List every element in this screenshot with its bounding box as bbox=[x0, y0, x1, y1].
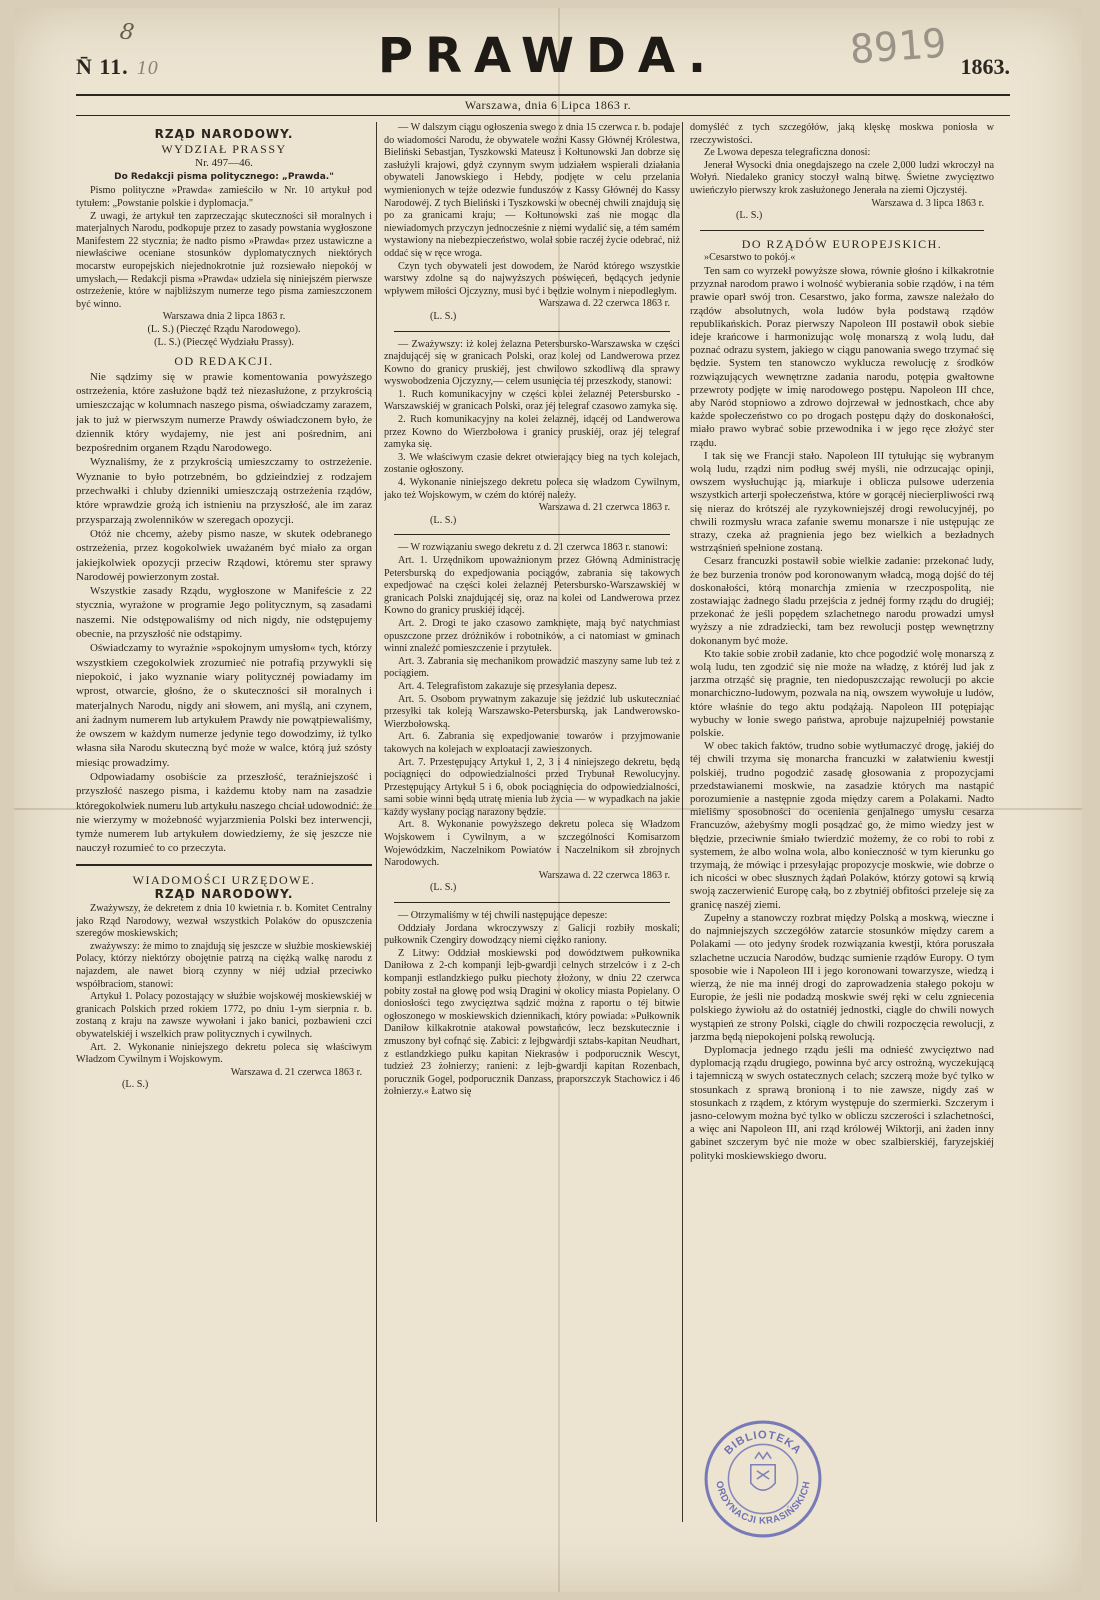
dateline-rule bbox=[76, 115, 1010, 116]
paragraph: — Otrzymaliśmy w téj chwili następujące depesze: bbox=[398, 910, 608, 922]
paragraph: 2. Ruch komunikacyjny na kolei żelaznéj, idącéj od Landwerowa przez Kowno do Wierzbołowa i granicy pruskiéj, oraz jéj telegraf zamyka się. bbox=[384, 414, 680, 451]
paragraph: Oświadczamy to wyraźnie »spokojnym umysłom« tych, którzy wszystkiem czegokolwiek zrozumieć nie potrafią przywykli się niepokoić, i jako wyznanie wiary politycznéj powiadamy im wprost, otwarcie, głośno, że o skuteczności sił moralnych i materjalnych Narodu, nigdy ani słowem, ani myślą, ani czynem, ani żadnym numerem lub artykułem Prawdy nie powątpiewaliśmy, że owszem w każdym numerze jedynie tego dowodzimy, iż tylko własna siła Narodu skuteczną być może w walce, którą już szósty miesiąc prowadzimy. bbox=[76, 642, 372, 769]
seal-line: (L. S.) bbox=[122, 1079, 149, 1091]
seal-line: (L. S.) (Pieczęć Wydziału Prassy). bbox=[154, 336, 294, 348]
paragraph: Art. 5. Osobom prywatnym zakazuje się jeździć lub uskuteczniać przesyłki tak koleją Warszawsko-Petersburską, jak Landwerowsko-Wierzbołowską. bbox=[384, 693, 680, 730]
date-line: Warszawa d. 22 czerwca 1863 r. bbox=[538, 298, 670, 310]
svg-text:ORDYNACJI KRASIŃSKICH bbox=[713, 1480, 812, 1527]
paragraph: Art. 1. Urzędnikom upoważnionym przez Główną Administrację Petersburską do expedjowania pociągów, zabrania się takowych expedjować na części kolei żelaznéj Petersbursko-Warszawskiéj w granicach Polski znajdującéj się, oraz na kolei od Landwerowa przez Kowno do granicy pruskiéj idącéj. bbox=[384, 555, 680, 617]
paragraph: Art. 8. Wykonanie powyższego dekretu poleca się Władzom Wojskowem i Cywilnym, a w szczególności Komisarzom Wojewódzkim, Naczelnikom Powiatów i Naczelnikom sił zbrojnych Narodowych. bbox=[384, 819, 680, 869]
column-rule bbox=[682, 122, 683, 1522]
addressee-line: Do Redakcji pisma politycznego: „Prawda." bbox=[114, 171, 334, 182]
newspaper-page bbox=[14, 8, 1082, 1592]
paragraph: Dyplomacja jednego rządu jeśli ma odnieść zwycięztwo nad dyplomacją rządu drugiego, powinna być arcy ostrożną, wyczekującą i tajemniczą w swych ostatecznych celach; szczerą może być tylko w stosunkach z sprawą bronioną i to nie zawsze, nigdy zaś w stosunkach z rządem, z którym występuje do szermierki. Szczerym i jasno-celowym można być tylko w obliczu szczerości i szlachetności, a więc ani Napoleon III, ani rząd królowéj Wiktorji, ani żaden inny gabinet szczerym być nie może w obec szalbierskiéj, faryzejskiéj polityki moskiewskiego dworu. bbox=[690, 1043, 994, 1162]
date-line: Warszawa dnia 2 lipca 1863 r. bbox=[162, 311, 286, 323]
date-line: Warszawa d. 21 czerwca 1863 r. bbox=[538, 502, 670, 514]
article-heading: DO RZĄDÓW EUROPEJSKICH. bbox=[741, 236, 943, 251]
masthead-title: PRAWDA. bbox=[377, 28, 719, 84]
paragraph: 3. We właściwym czasie dekret otwierający bieg na tych kolejach, zostanie ogłoszony. bbox=[384, 451, 680, 476]
date-line: Warszawa d. 21 czerwca 1863 r. bbox=[230, 1066, 362, 1078]
paragraph: domyśléć z tych szczegółów, jaką klęskę moskwa poniosła w rzeczywistości. bbox=[690, 122, 994, 146]
seal-line: (L. S.) bbox=[430, 514, 457, 526]
svg-text:BIBLIOTEKA bbox=[722, 1429, 803, 1457]
pencil-number: 10 bbox=[136, 57, 159, 79]
paragraph: Art. 2. Drogi te jako czasowo zamknięte, mają być natychmiast opuszczone przez dróżników i robotników, a ci natomiast w gminach winni znaleźć pomieszczenie i przytułek. bbox=[384, 617, 680, 655]
paragraph: Cesarz francuzki postawił sobie wielkie zadanie: przekonać ludy, że bez burzenia tronów pod koronowanym władcą, mogą dojść do téj doskonałości, którą monarchja zmienia w rzeczpospolitą, nie zostawiając żadnego śladu przejścia z jednéj formy rządu do drugiéj; przekonać że jeśli popędem szlachetnego narodu prowadzi umysł wyższy a nie zdradziecki, tam bez rewolucji postęp wewnętrzny dokonanym być może. bbox=[690, 555, 994, 647]
top-handwriting: 8 bbox=[118, 19, 136, 46]
seal-line: (L. S.) bbox=[430, 310, 457, 322]
issue-year: 1863. bbox=[960, 54, 1010, 79]
library-stamp bbox=[702, 1418, 824, 1540]
coat-of-arms-icon bbox=[751, 1453, 775, 1491]
paragraph: Pismo polityczne »Prawda« zamieściło w Nr. 10 artykuł pod tytułem: „Powstanie polskie i dyplomacja." bbox=[76, 185, 372, 209]
paragraph: 4. Wykonanie niniejszego dekretu poleca się władzom Cywilnym, jako też Wojskowym, w czém do któréj należy. bbox=[384, 477, 680, 501]
paragraph: Artykuł 1. Polacy pozostający w służbie wojskowéj moskiewskiéj w granicach Polskich przed rokiem 1772, po dniu 1-ym sierpnia r. b. zostaną z kraju na zawsze wywołani i jako banici, pozbawieni czci obywatelskiéj i wszelkich praw politycznych i cywilnych. bbox=[76, 991, 372, 1040]
paragraph: Wyznaliśmy, że z przykrością umieszczamy to ostrzeżenie. Wyznanie to było potrzebném, bo gdzieindziej z rodzajem przechwałki i chluby dzienniki umieszczają ostrzeżenia rządów, które wprawdzie grożą ich istnieniu na przyszłość, ale im zaraz przysparzają zwolenników w szeregach opozycji. bbox=[76, 456, 372, 526]
date-line: Warszawa d. 22 czerwca 1863 r. bbox=[538, 869, 670, 881]
paragraph: Wszystkie zasady Rządu, wygłoszone w Manifeście z 22 stycznia, wyrażone w programie Jego politycznym, są zasadami naszemi. Nie odstępowaliśmy od nich nigdy, nie odstępujemy obecnie, na przyszłość nie odstąpimy. bbox=[76, 585, 372, 641]
seal-line: (L. S.) bbox=[430, 882, 457, 894]
paragraph: Czyn tych obywateli jest dowodem, że Naród którego wszystkie warstwy zdolne są do najwyższych poświęceń, będących jedynie wpływem miłości Ojczyzny, musi być i będzie wolnym i niepodległym. bbox=[384, 260, 680, 297]
paragraph: Art. 4. Telegrafistom zakazuje się przesyłania depesz. bbox=[398, 680, 617, 692]
paragraph: Z uwagi, że artykuł ten zaprzeczając skuteczności sił moralnych i materjalnych Narodu, podkopuje przez to zasady powstania wygłoszone Manifestem 22 stycznia; że nadto pismo »Prawda« przez ustawiczne a niewłaściwe oceniane stosunków dyplomatycznych niektórych mocarstw europejskich niejednokrotnie już rozsiewało niepokój w umysłach,— Redakcji pisma »Prawda« udziela się niniejszém pierwsze ostrzeżenie, które w najbliższym numerze tego pisma zamieszczonem być winno. bbox=[76, 210, 372, 310]
paragraph: — W dalszym ciągu ogłoszenia swego z dnia 15 czerwca r. b. podaje do wiadomości Narodu, że obywatele woźni Kassy Głównéj Królestwa, Bieliński Sebastjan, Tyszkowski Mateusz i Kołtunowski Jan dobrze się zasłużyli krajowi, gdyż czynnym swym udziałem wspierali działania obywateli Janowskiego i Hebdy, podjęte w celu przelania wymienionych w tejże odezwie funduszów z Kassy Głównéj do Kassy Narodowéj. Z tych Bieliński i Tyszkowski w obecnéj chwili znajdują się po za granicami kraju; — Kołtunowski zaś nie mogąc dla niewiadomych przyczyn jednocześnie z niemi wydalić się, a tém samém wystawiony na niebezpieczeństwo, wolał sobie raczéj życie odebrać, niż oddać się w ręce wroga. bbox=[384, 122, 680, 259]
paragraph: Otóż nie chcemy, ażeby pismo nasze, w skutek odebranego ostrzeżenia, przez kogokolwiek uważaném być miało za organ jakiejkolwiek opozycji przeciw Rządowi, któremu ster sprawy Narodowéj powierzonym został. bbox=[76, 527, 372, 583]
column-rule bbox=[376, 122, 377, 1522]
item-separator bbox=[700, 230, 984, 231]
paragraph: Z Litwy: Oddział moskiewski pod dowództwem pułkownika Daniłowa z 2-ch kompanji lejb-gwardji celnych strzelców i z 2-ch kompanji estlandzkiego pułku piechoty złożony, w dniu 22 czerwca pobity został na głowę pod wsią Dragini w okolicy miasta Popielany. O doniosłości tego zwycięztwa sądzić można z raportu o téj bitwie ogłoszonego w moskiewskich dziennikach, który powiada: »Pułkownik Daniłow kilkakrotnie atakował powstańców, lecz bezskutecznie i zmuszony był cofnąć się. Zabici: z lejbgwardji sztabs-kapitan Neudhart, z estlandzkiego pułku kapitan Niekrasów i podporucznik Wescyt, tudzież 23 żołnierzy; ranieni: z lejb-gwardji kapitan Rozenbach, porucznik Gogel, podporucznik Danzass, praporszczyk Stachowicz i 46 żołnierzy.« Łatwo się bbox=[384, 947, 680, 1098]
paragraph: Art. 2. Wykonanie niniejszego dekretu poleca się właściwym Władzom Cywilnym i Wojskowym. bbox=[76, 1041, 372, 1066]
section-separator bbox=[76, 864, 372, 866]
paragraph: — Zważywszy: iż kolej żelazna Petersbursko-Warszawska w części znajdującéj się w granicach Polski, oraz kolej od Landwerowa przez Kowno do granicy pruskiéj, jest chwilowo szkodliwą dla sprawy wyswobodzenia Ojczyzny,— celem usunięcia téj przeszkody, stanowi: bbox=[384, 338, 680, 388]
reference-number: Nr. 497—46. bbox=[195, 157, 253, 170]
paragraph: — W rozwiązaniu swego dekretu z d. 21 czerwca 1863 r. stanowi: bbox=[398, 542, 668, 554]
stamp-top-text: BIBLIOTEKA bbox=[722, 1429, 804, 1458]
paragraph: Oddziały Jordana wkroczywszy z Galicji rozbiły moskali; pułkownik Czengiry dowodzący niemi ciężko raniony. bbox=[384, 922, 680, 947]
column-1 bbox=[76, 122, 372, 1588]
paragraph: Art. 6. Zabrania się expedjowanie towarów i przyjmowanie takowych na kolejach w exploatacji zawieszonych. bbox=[384, 731, 680, 755]
date-line: Warszawa d. 3 lipca 1863 r. bbox=[871, 197, 984, 209]
paragraph: Ten sam co wyrzekł powyższe słowa, równie głośno i kilkakrotnie przyznał narodom prawo i wolność wybierania sobie rządów, i na tém prawie oparł swój tron. Cesarstwo, jako forma, zawsze należało do rządów absolutnych, wola ludów była podstawą rządów republikańskich. Poraz pierwszy Napoleon III postawił obok siebie ideje krańcowe i harmonizując wolę monarszą z wolą ludu, dał poznać odrazu system, jakiego w ciągu panowania swego trzymać się będzie. System ten stanowczo wyklucza rewolucję z środków rozwiązujących wewnętrzne zadania narodu, potępia gwałtowne przewroty podjęte w imię narodowego postępu. Napoleon III chce, aby Naród stopniowo a zdrowo dojrzewał w jednostkach, chce aby każde społeczeństwo co po drogach postępu dąży do doskonałości, miało prawo wybrać sobie przewodnika i w jego ręce złożyć ster rządu. bbox=[690, 264, 994, 449]
column-3 bbox=[690, 122, 994, 1588]
paragraph: zważywszy: że mimo to znajdują się jeszcze w służbie moskiewskiéj Polacy, którzy niektórzy obojętnie patrzą na ciężką walkę narodu z najazdem, ale nawet biorą czynny w niéj udział przeciwko współbraciom, stanowi: bbox=[76, 940, 372, 990]
stamp-bottom-text: ORDYNACJI KRASIŃSKICH bbox=[713, 1480, 813, 1527]
seal-line: (L. S.) (Pieczęć Rządu Narodowego). bbox=[147, 323, 301, 335]
paragraph: Art. 3. Zabrania się mechanikom prowadzić maszyny same lub też z pociągiem. bbox=[384, 655, 680, 680]
department-heading: WYDZIAŁ PRASSY bbox=[161, 141, 287, 156]
dateline: Warszawa, dnia 6 Lipca 1863 r. bbox=[464, 98, 632, 112]
section-heading: RZĄD NARODOWY. bbox=[154, 127, 294, 141]
paragraph: Zupełny a stanowczy rozbrat między Polską a moskwą, wieczne i do najmniejszych szczegółów zatarcie stosunków między carem a Polakami — oto jedyny środek rozwiązania kwestji, która poruszała szlachetne uczucia Narodów, budząc sumienie rządów Europy. O tym sposobie wie i Napoleon III i jego koronowani towarzysze, wiedzą i wierzą, że nie ma innéj drogi do zaprowadzenia stałego pokoju w Europie, że jeśli nie podadzą moskwie swéj ręki w celu zgniecenia polskiego żywiołu aż do ostatniéj jednostki, ciągle do chwili nowych wystąpień ze strony Polski, ciągle do chwili rozpoczęcia rewolucji, z jarzma będą niepokojeni polską rewolucją. bbox=[690, 911, 994, 1043]
paragraph: W obec takich faktów, trudno sobie wytłumaczyć drogę, jakiéj do téj chwili trzyma się monarcha francuzki w załatwieniu kwestji polskiéj, trudno pogodzić zasadę głosowania z propozycjami przedstawianemi moskwie, na zasadzie których ma nastąpić porozumienie a następnie zgoda między carem a Polakami. Nadto mieliśmy sposobności do ocenienia genjalnego umysłu cesarza Francuzów, ażebyśmy mogli posądzać go, że mimo wiedzy jest w błędzie, przeciwnie śmiało twierdzić możemy, że co robi to robi z systemem, że albo wolna wola, albo konieczność w tym kierunku go trzymają, że mówiąc i przesyłając propozycje moskwie, wie dobrze o ich nicości w obec słusznych żądań Polaków, którzy gotowi są krwią swoją zaczerwienić Europę całą, bo z zbytniéj obfitości przeleje się za granicę naszéj ziemi. bbox=[690, 740, 994, 911]
paragraph: I tak się we Francji stało. Napoleon III tytułując się wybranym wolą ludu, rządzi nim podług swéj myśli, nie odrzucając opinji, owszem wysłuchując ją, miarkuje i oblicza pulsowe uderzenia wszystkich arterji społeczeństwa, które w gorącéj niecierpliwości rwą się nieraz do krótszéj ale ryzykowniejszéj drogi rewolucyjnéj, po chwili rozmysłu wraca zafanie swemu monarsze i nie ustępując ze strazy, czeka aż pragnienia jego bez wielkich a bezładnych wstrząśnień spełnione zostaną. bbox=[690, 449, 994, 555]
seal-line: (L. S.) bbox=[736, 210, 763, 222]
paragraph: Art. 7. Przestępujący Artykuł 1, 2, 3 i 4 niniejszego dekretu, będą pociągnięci do odpowiedzialności przed Trybunał Rewolucyjny. Przestępujący Artykuł 5 i 6, obok pociągnięcia do odpowiedzialności, sami sobie winni będą utratę mienia lub życia — w wypadkach na jakie każdy wysłany pociąg narazony będzie. bbox=[384, 756, 680, 818]
paragraph: 1. Ruch komunikacyjny w części kolei żelaznéj Petersbursko - Warszawskiéj w granicach Polski, oraz jéj telegraf czasowo zamyka się. bbox=[384, 388, 680, 413]
item-separator bbox=[394, 902, 670, 903]
editorial-heading: OD REDAKCJI. bbox=[174, 354, 274, 369]
handwritten-shelfmark: 8919 bbox=[848, 20, 948, 74]
column-2 bbox=[384, 122, 680, 1588]
masthead-rule bbox=[76, 94, 1010, 96]
paragraph: Odpowiadamy osobiście za przeszłość, teraźniejszość i przyszłość naszego pisma, i każdemu ktoby nam na zasadzie któregokolwiek numeru lub artykułu naszego chciał udowodnić: że nie wierzymy w możebność wyjarzmienia Polski bez interwencji, tymże numerem lub artykułem dowiedziemy, że się jeszcze nie nauczył rozumieć to co przeczyta. bbox=[76, 771, 372, 855]
motto: »Cesarstwo to pokój.« bbox=[704, 252, 796, 264]
issue-number: N̄ 11. 10 bbox=[76, 54, 159, 79]
item-separator bbox=[394, 534, 670, 535]
section-heading: RZĄD NARODOWY. bbox=[154, 887, 294, 902]
official-news-heading: WIADOMOŚCI URZĘDOWE. bbox=[132, 872, 316, 887]
paragraph: Nie sądzimy się w prawie komentowania powyższego ostrzeżenia, które zasłużone bądź też niezasłużone, z przykrością umieszczając w kolumnach naszego pisma, oświadczamy zarazem, jak to już w pierwszym numerze Prawdy oświadczonem było, że dziennik który wydajemy, nie jest ani pośrednim, ani bezpośrednim organem Rządu Narodowego. bbox=[76, 370, 372, 455]
paragraph: Jenerał Wysocki dnia onegdajszego na czele 2,000 ludzi wkroczył na Wołyń. Niedaleko granicy stoczył walną bitwę. Świetne zwycięztwo uwieńczyło pierwszy krok zasłużonego Jenerała na ziemi Ojczystéj. bbox=[690, 159, 994, 196]
paragraph: Ze Lwowa depesza telegraficzna donosi: bbox=[704, 147, 871, 159]
item-separator bbox=[394, 331, 670, 332]
paragraph: Kto takie sobie zrobił zadanie, kto chce pogodzić wolę monarszą z wolą ludu, ten zgodzić się nie może na władzę, z któréj lud jak z jarzma otrząść się pragnie, ten niedopuszczając rewolucji po akcie monarchiczno-ludowym, pozwala na nią, owszem wywołuje u ludów, które właśnie do tego aktu podążają. Napoleon III potępiając wybuchy w łonie swego państwa, aprobuje najzupełniéj powstanie polskie. bbox=[690, 647, 994, 740]
paragraph: Zważywszy, że dekretem z dnia 10 kwietnia r. b. Komitet Centralny jako Rząd Narodowy, wezwał wszystkich Polaków do opuszczenia szeregów moskiewskich; bbox=[76, 902, 372, 940]
